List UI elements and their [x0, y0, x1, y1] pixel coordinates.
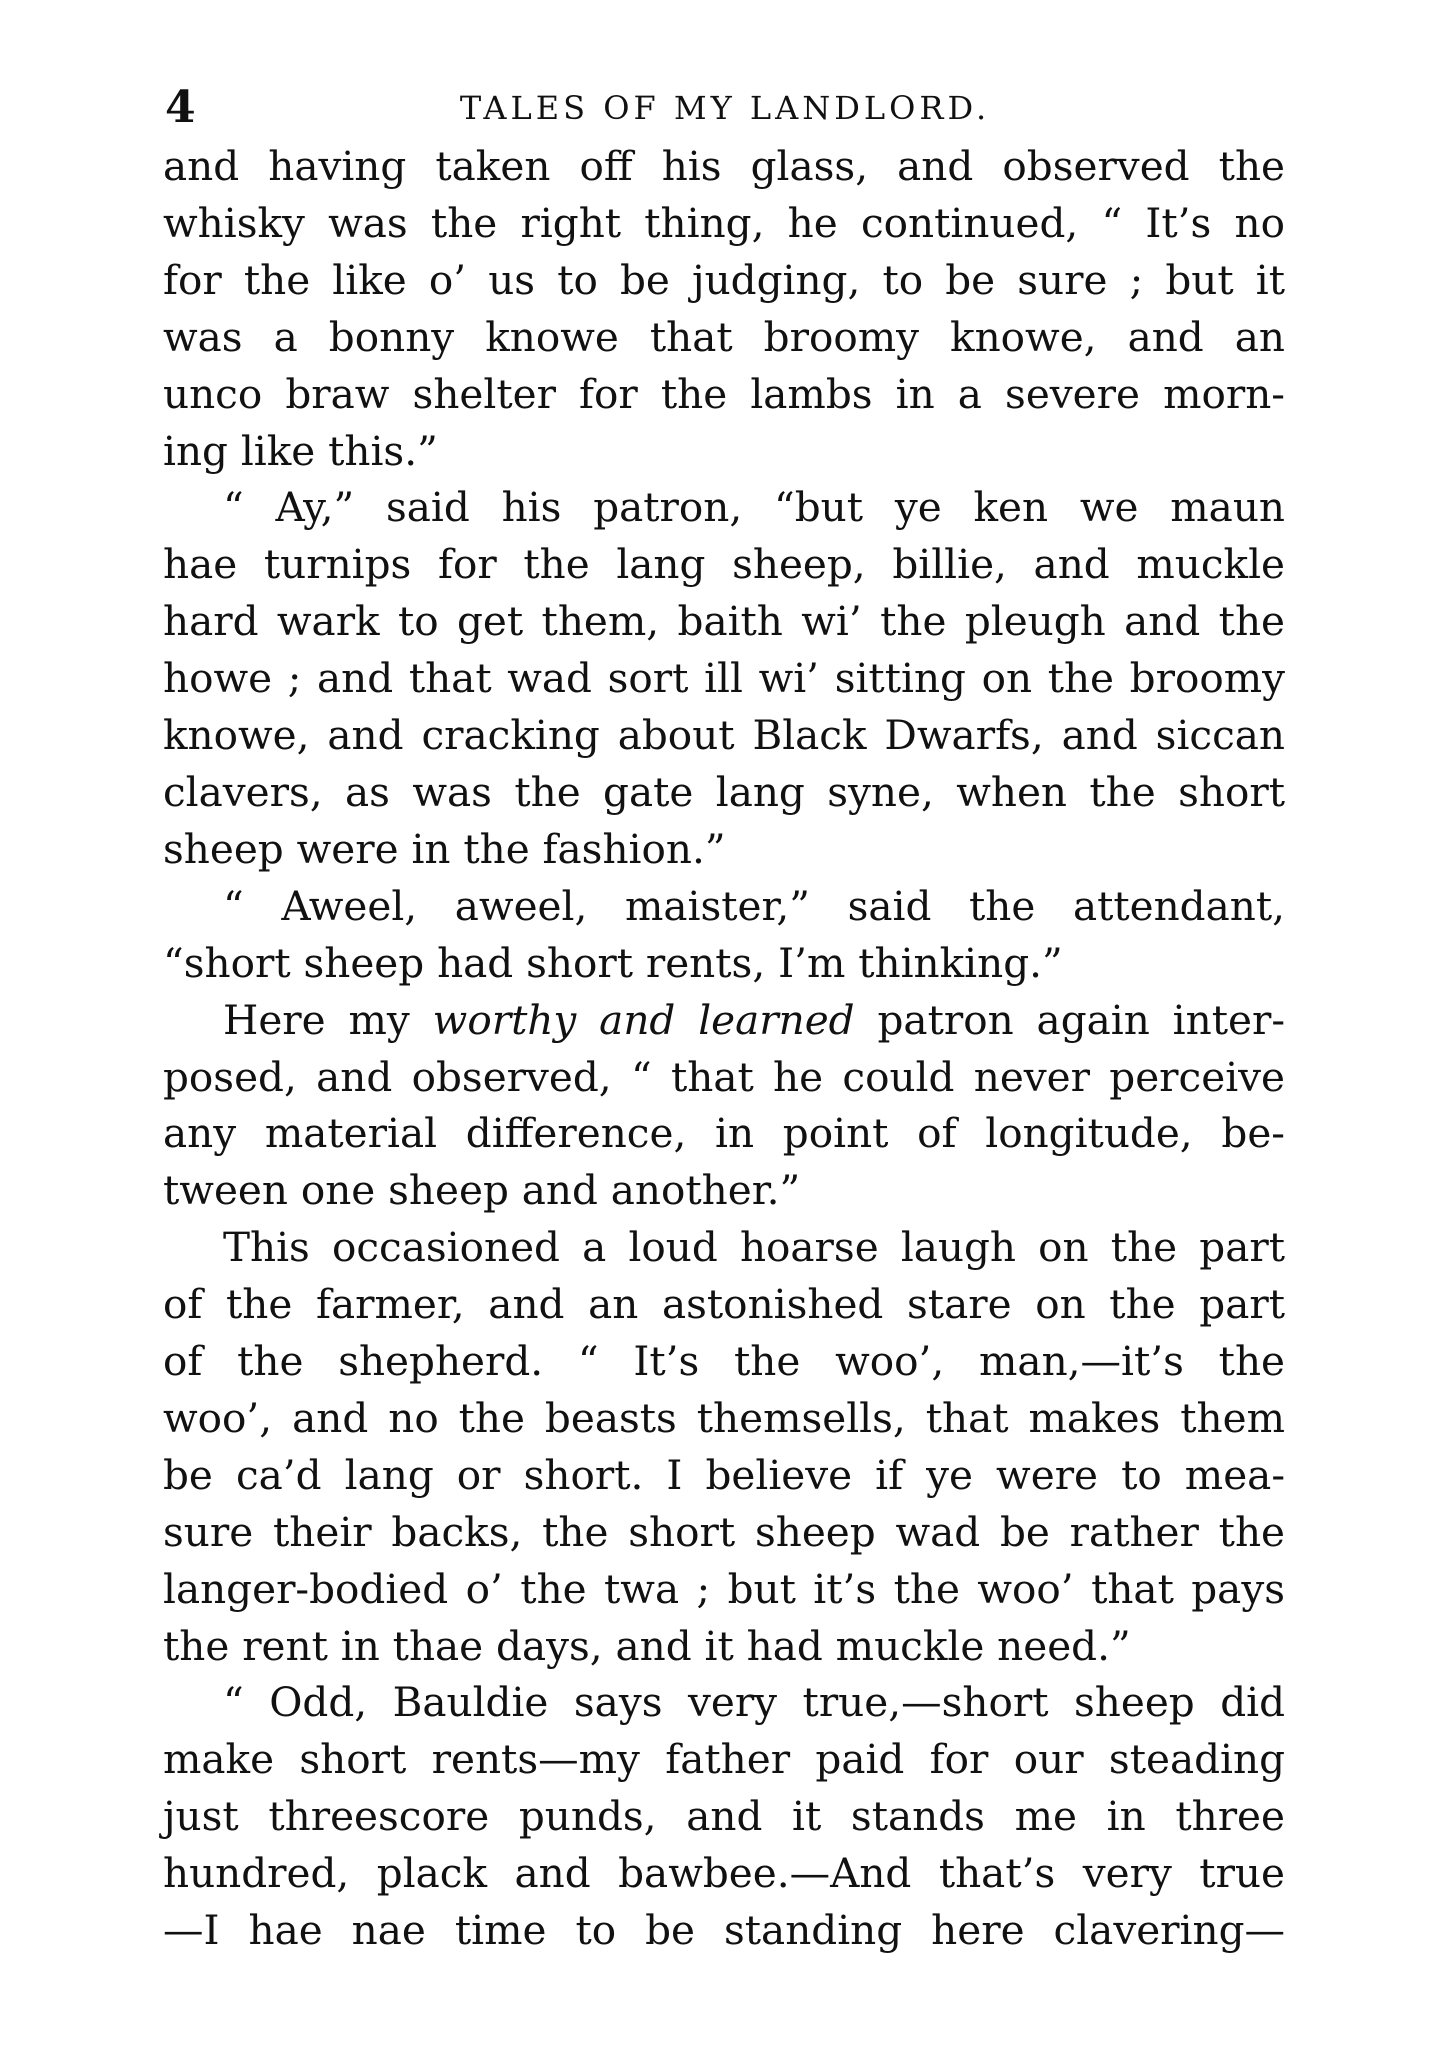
text-segment: patron again inter-	[854, 995, 1285, 1044]
text-line: This occasioned a loud hoarse laugh on the part	[223, 1223, 1285, 1272]
text-line: woo’, and no the beasts themsells, that makes them	[163, 1393, 1285, 1442]
italic-text: worthy and learned	[432, 995, 855, 1044]
paragraph	[163, 138, 1285, 479]
text-line: “ Odd, Bauldie says very true,—short sheep did	[223, 1678, 1285, 1727]
text-line: knowe, and cracking about Black Dwarfs, and siccan	[163, 711, 1285, 760]
text-line: hard wark to get them, baith wi’ the pleugh and the	[163, 597, 1285, 646]
text-line: was a bonny knowe that broomy knowe, and an	[163, 312, 1285, 361]
text-line: make short rents—my father paid for our steading	[163, 1735, 1285, 1784]
body-text	[163, 138, 1285, 1959]
text-line: “short sheep had short rents, I’m thinking.”	[163, 938, 1063, 987]
text-line: “ Aweel, aweel, maister,” said the attendant,	[223, 881, 1285, 930]
page-header	[165, 78, 1285, 138]
text-line: hae turnips for the lang sheep, billie, and muckle	[163, 540, 1285, 589]
paragraph	[163, 992, 1285, 1220]
text-line: and having taken off his glass, and observed the	[163, 142, 1285, 190]
text-line: sure their backs, the short sheep wad be rather the	[163, 1507, 1285, 1556]
text-line: just threescore punds, and it stands me in three	[163, 1792, 1285, 1841]
paragraph	[163, 479, 1285, 877]
text-line: posed, and observed, “ that he could never perceive	[163, 1052, 1285, 1101]
paragraph	[163, 878, 1285, 992]
text-line: ing like this.”	[163, 426, 438, 475]
text-line: clavers, as was the gate lang syne, when the short	[163, 767, 1285, 816]
text-line: langer-bodied o’ the twa ; but it’s the woo’ that pays	[163, 1564, 1285, 1613]
text-line: for the like o’ us to be judging, to be sure ; but it	[163, 255, 1285, 304]
text-line	[163, 992, 1285, 1049]
text-line: unco braw shelter for the lambs in a severe morn-	[163, 369, 1285, 418]
text-line: sheep were in the fashion.”	[163, 824, 726, 873]
text-line: be ca’d lang or short. I believe if ye were to mea-	[163, 1450, 1285, 1499]
text-line: whisky was the right thing, he continued, “ It’s no	[163, 198, 1285, 247]
text-line: of the farmer, and an astonished stare on the part	[163, 1280, 1285, 1329]
text-line: —I hae nae time to be standing here clavering—	[163, 1906, 1285, 1955]
paragraph	[163, 1219, 1285, 1674]
text-line: the rent in thae days, and it had muckle need.”	[163, 1621, 1131, 1670]
paragraph	[163, 1674, 1285, 1959]
text-line: tween one sheep and another.”	[163, 1166, 801, 1215]
running-head: TALES OF MY LANDLORD.	[459, 89, 991, 127]
text-line: hundred, plack and bawbee.—And that’s very true	[163, 1849, 1285, 1898]
text-line: howe ; and that wad sort ill wi’ sitting on the broomy	[163, 654, 1285, 703]
text-line: any material difference, in point of longitude, be-	[163, 1109, 1285, 1158]
text-line: of the shepherd. “ It’s the woo’, man,—it’s the	[163, 1337, 1285, 1386]
text-segment: Here my	[223, 995, 433, 1044]
page-number: 4	[165, 82, 196, 133]
text-line: “ Ay,” said his patron, “but ye ken we maun	[223, 483, 1285, 532]
